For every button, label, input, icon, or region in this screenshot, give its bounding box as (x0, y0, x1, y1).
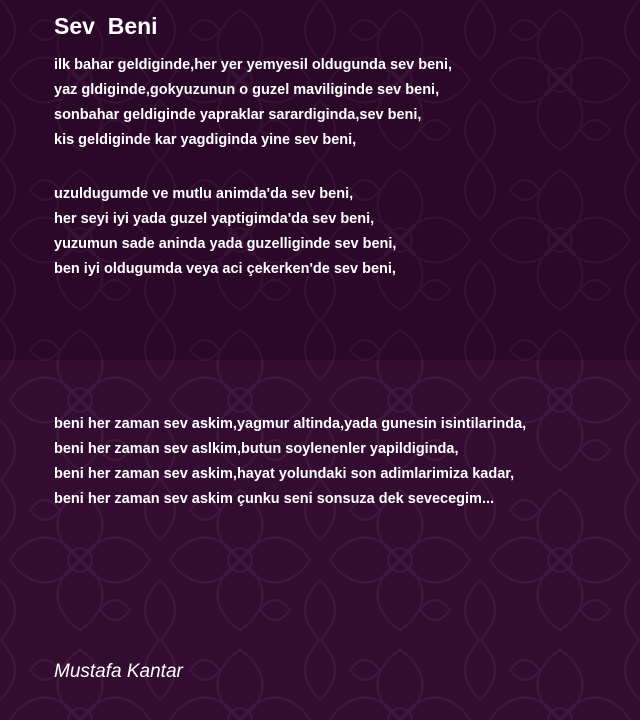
poem-line: sonbahar geldiginde yapraklar sarardiginda,sev beni, (54, 107, 422, 123)
poem-line: yuzumun sade aninda yada guzelliginde sev beni, (54, 236, 397, 252)
poem-author: Mustafa Kantar (54, 661, 183, 682)
poem-line: beni her zaman sev askim,yagmur altinda,yada gunesin isintilarinda, (54, 416, 527, 432)
poem-line: beni her zaman sev aslkim,butun soylenenler yapildiginda, (54, 441, 459, 457)
poem-line: her seyi iyi yada guzel yaptigimda'da sev beni, (54, 211, 375, 227)
stanza-2 (54, 182, 624, 282)
poem-line: ilk bahar geldiginde,her yer yemyesil oldugunda sev beni, (54, 57, 453, 73)
poem-line: yaz gldiginde,gokyuzunun o guzel maviliginde sev beni, (54, 82, 440, 98)
poem-line: kis geldiginde kar yagdiginda yine sev beni, (54, 132, 357, 148)
stanza-3 (54, 412, 624, 512)
poem-title: Sev Beni (54, 13, 158, 39)
poem-line: ben iyi oldugumda veya aci çekerken'de sev beni, (54, 261, 396, 277)
stanza-1 (54, 53, 624, 153)
poem-line: beni her zaman sev askim çunku seni sonsuza dek sevecegim... (54, 491, 495, 507)
poem-line: uzuldugumde ve mutlu animda'da sev beni, (54, 186, 354, 202)
poem-line: beni her zaman sev askim,hayat yolundaki son adimlarimiza kadar, (54, 466, 515, 482)
